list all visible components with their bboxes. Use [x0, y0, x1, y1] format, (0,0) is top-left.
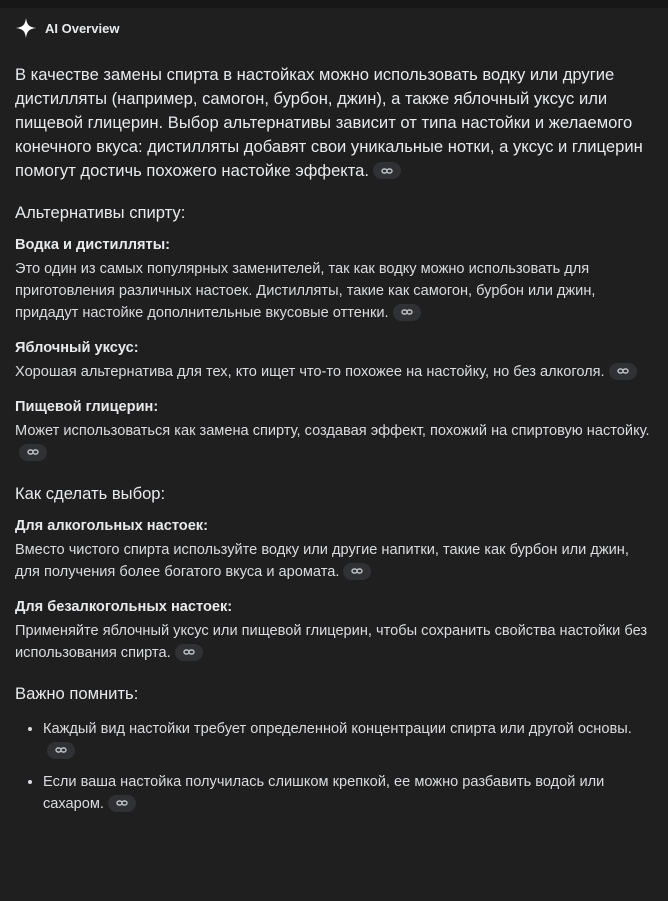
item-title-vodka: Водка и дистилляты: — [15, 237, 171, 253]
section-title-choice: Как сделать выбор: — [15, 484, 166, 503]
link-icon — [617, 366, 629, 376]
item-text-nonalcoholic — [15, 620, 655, 664]
list-item — [43, 718, 655, 762]
item-text-nonalcoholic-body: Применяйте яблочный уксус или пищевой глицерин, чтобы сохранить свойства настойки без использования спирта. — [15, 623, 648, 661]
item-title-vinegar: Яблочный уксус: — [15, 340, 139, 356]
link-icon — [116, 798, 128, 808]
sparkle-icon — [15, 17, 37, 39]
item-text-alcoholic — [15, 539, 655, 583]
item-text-glycerin-body: Может использоваться как замена спирту, создавая эффект, похожий на спиртовую настойку. — [15, 423, 650, 439]
item-title-nonalcoholic: Для безалкогольных настоек: — [15, 599, 233, 615]
list-item-text: Если ваша настойка получилась слишком крепкой, ее можно разбавить водой или сахаром. — [43, 774, 605, 812]
source-link-button[interactable] — [343, 563, 371, 580]
source-link-button[interactable] — [19, 444, 47, 461]
item-text-vinegar — [15, 361, 655, 383]
item-text-vinegar-body: Хорошая альтернатива для тех, кто ищет что-то похожее на настойку, но без алкоголя. — [15, 364, 605, 380]
source-link-button[interactable] — [108, 795, 136, 812]
top-strip — [0, 0, 668, 8]
source-link-button[interactable] — [175, 644, 203, 661]
intro-text: В качестве замены спирта в настойках можно использовать водку или другие дистилляты (например, самогон, бурбон, джин), а также яблочный уксус или пищевой глицерин. Выбор альтернативы зависит от типа настойки и желаемого конечного вкуса: дистилляты добавят свои уникальные нотки, а уксус и глицерин помогут достичь похожего настойке эффекта. — [15, 65, 643, 180]
intro-paragraph — [15, 63, 655, 183]
ai-overview-panel — [15, 8, 655, 824]
item-text-vodka — [15, 258, 655, 324]
link-icon — [55, 745, 67, 755]
remember-list — [15, 718, 655, 815]
section-title-alternatives: Альтернативы спирту: — [15, 203, 186, 222]
source-link-button[interactable] — [373, 162, 401, 179]
list-item — [43, 771, 655, 815]
item-title-glycerin: Пищевой глицерин: — [15, 399, 159, 415]
source-link-button[interactable] — [393, 304, 421, 321]
ai-overview-header — [15, 8, 655, 48]
item-title-alcoholic: Для алкогольных настоек: — [15, 518, 208, 534]
section-title-remember: Важно помнить: — [15, 684, 139, 703]
link-icon — [401, 307, 413, 317]
item-text-alcoholic-body: Вместо чистого спирта используйте водку или другие напитки, такие как бурбон или джин, для получения более богатого вкуса и аромата. — [15, 542, 629, 580]
link-icon — [183, 647, 195, 657]
link-icon — [351, 566, 363, 576]
ai-overview-title: AI Overview — [45, 20, 120, 36]
source-link-button[interactable] — [47, 742, 75, 759]
link-icon — [27, 447, 39, 457]
source-link-button[interactable] — [609, 363, 637, 380]
list-item-text: Каждый вид настойки требует определенной концентрации спирта или другой основы. — [43, 721, 632, 737]
link-icon — [381, 166, 393, 176]
item-text-vodka-body: Это один из самых популярных заменителей, так как водку можно использовать для приготовления различных настоек. Дистилляты, такие как самогон, бурбон или джин, придадут настойке дополнительные вкусовые оттенки. — [15, 261, 596, 321]
item-text-glycerin — [15, 420, 655, 464]
